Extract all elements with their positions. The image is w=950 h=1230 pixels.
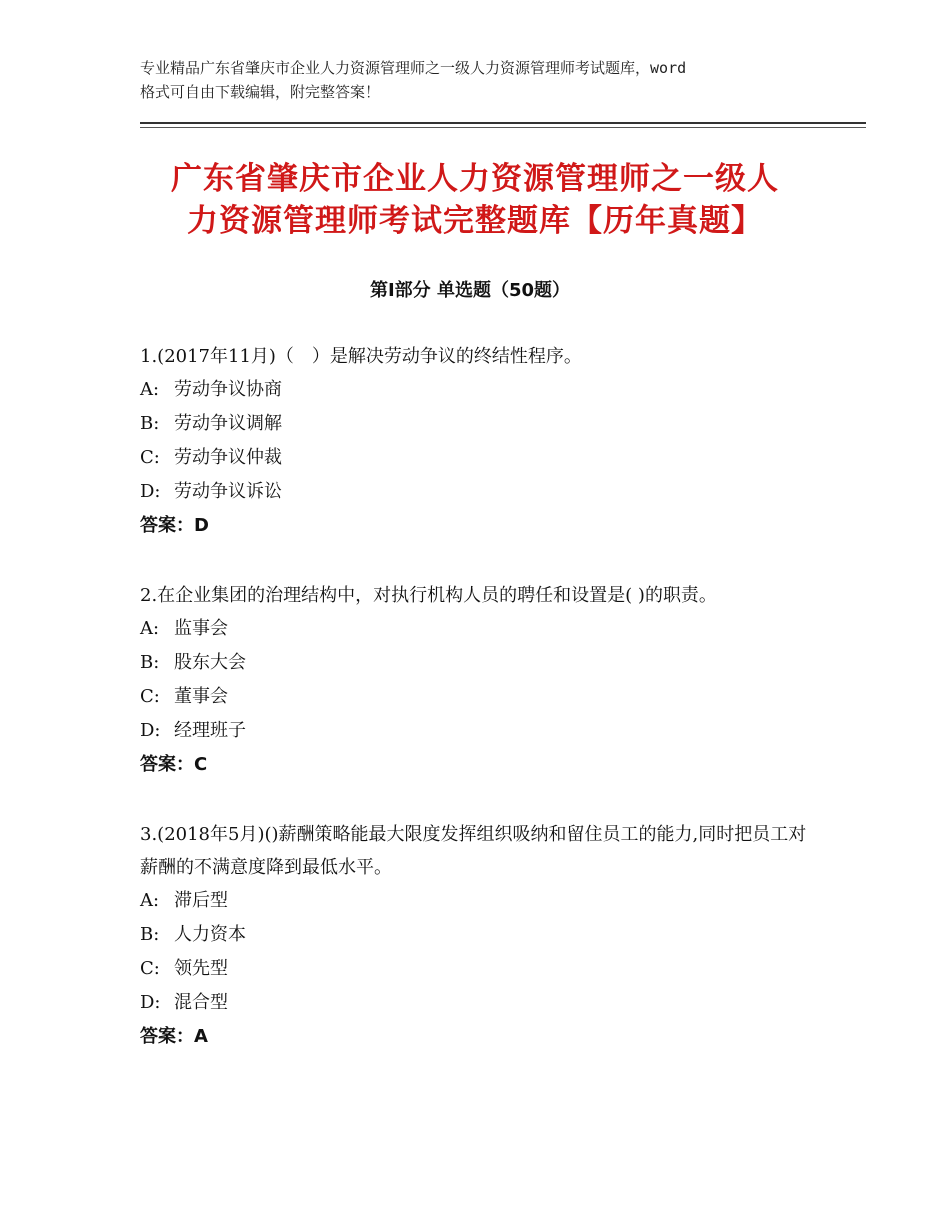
question-stem: 3.(2018年5月)()薪酬策略能最大限度发挥组织吸纳和留住员工的能力,同时把员工对薪酬的不满意度降到最低水平。 xyxy=(140,824,807,878)
option-label: B: xyxy=(140,413,160,434)
option-text: 领先型 xyxy=(174,958,228,979)
header-divider-thick xyxy=(140,122,866,124)
option-a xyxy=(140,612,820,646)
option-c xyxy=(140,680,820,714)
option-text: 劳动争议调解 xyxy=(174,413,282,434)
option-label: B: xyxy=(140,924,160,945)
option-label: D: xyxy=(140,720,161,741)
option-c xyxy=(140,441,820,475)
option-c xyxy=(140,952,820,986)
document-title xyxy=(120,158,830,242)
option-text: 滞后型 xyxy=(174,890,228,911)
option-label: A: xyxy=(140,890,160,911)
option-label: D: xyxy=(140,992,161,1013)
option-d xyxy=(140,714,820,748)
option-a xyxy=(140,884,820,918)
header-divider-thin xyxy=(140,127,866,128)
question-3 xyxy=(140,818,820,1054)
answer: 答案：C xyxy=(140,754,208,775)
option-label: C: xyxy=(140,958,160,979)
option-label: A: xyxy=(140,618,160,639)
header-note-line-2: 格式可自由下载编辑，附完整答案！ xyxy=(140,83,381,101)
question-1 xyxy=(140,340,820,543)
option-d xyxy=(140,986,820,1020)
section-title: 第Ⅰ部分 单选题（50题） xyxy=(369,280,570,301)
question-list xyxy=(140,340,820,1090)
option-b xyxy=(140,646,820,680)
option-text: 劳动争议仲裁 xyxy=(174,447,282,468)
option-text: 监事会 xyxy=(174,618,228,639)
option-text: 股东大会 xyxy=(174,652,246,673)
document-title-line-1: 广东省肇庆市企业人力资源管理师之一级人 xyxy=(171,161,779,197)
document-title-line-2: 力资源管理师考试完整题库【历年真题】 xyxy=(187,203,763,239)
header-note-line-1: 专业精品广东省肇庆市企业人力资源管理师之一级人力资源管理师考试题库，word xyxy=(140,59,687,77)
option-text: 人力资本 xyxy=(174,924,246,945)
option-label: B: xyxy=(140,652,160,673)
option-label: A: xyxy=(140,379,160,400)
question-stem: 2.在企业集团的治理结构中，对执行机构人员的聘任和设置是( )的职责。 xyxy=(140,585,717,606)
question-2 xyxy=(140,579,820,782)
option-label: D: xyxy=(140,481,161,502)
option-text: 劳动争议诉讼 xyxy=(174,481,282,502)
option-d xyxy=(140,475,820,509)
option-text: 劳动争议协商 xyxy=(174,379,282,400)
header-note xyxy=(140,56,830,104)
option-b xyxy=(140,918,820,952)
option-text: 经理班子 xyxy=(174,720,246,741)
option-label: C: xyxy=(140,686,160,707)
option-text: 董事会 xyxy=(174,686,228,707)
option-b xyxy=(140,407,820,441)
answer: 答案：D xyxy=(140,515,209,536)
option-label: C: xyxy=(140,447,160,468)
answer: 答案：A xyxy=(140,1026,208,1047)
question-stem: 1.(2017年11月)（ ）是解决劳动争议的终结性程序。 xyxy=(140,346,582,367)
option-text: 混合型 xyxy=(174,992,228,1013)
option-a xyxy=(140,373,820,407)
